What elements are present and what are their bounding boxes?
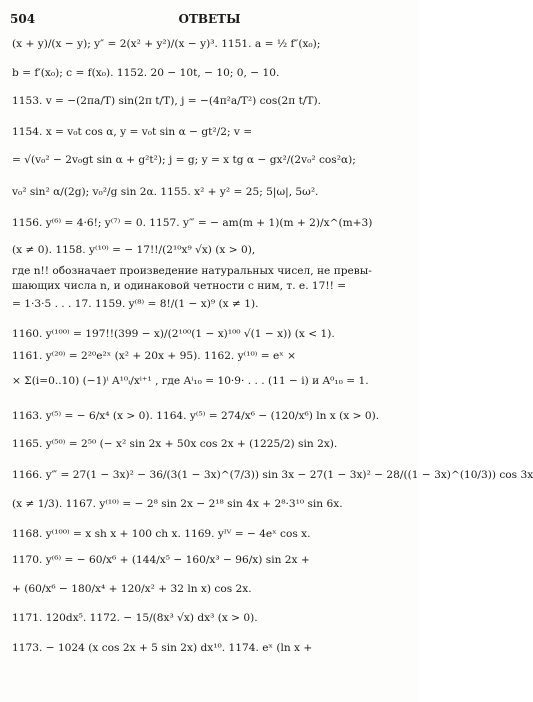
answer-line: (x ≠ 1/3). 1167. y⁽¹⁰⁾ = − 2⁸ sin 2x − 2¹⁸ sin 4x + 2⁸·3¹⁰ sin 6x. bbox=[12, 498, 343, 510]
answer-line: 1163. y⁽⁵⁾ = − 6/x⁴ (x > 0). 1164. y⁽⁵⁾ = 274/x⁶ − (120/x⁶) ln x (x > 0). bbox=[12, 410, 380, 422]
answer-line: b = f′(x₀); c = f(x₀). 1152. 20 − 10t, − 10; 0, − 10. bbox=[12, 67, 280, 79]
answer-line: 1154. x = v₀t cos α, y = v₀t sin α − gt²/2; v = bbox=[12, 126, 253, 138]
answer-line: 1165. y⁽⁵⁰⁾ = 2⁵⁰ (− x² sin 2x + 50x cos 2x + (1225/2) sin 2x). bbox=[12, 438, 338, 450]
answer-line: v₀² sin² α/(2g); v₀²/g sin 2α. 1155. x² + y² = 25; 5|ω|, 5ω². bbox=[12, 186, 319, 198]
answer-line: шающих числа n, и одинаковой четности с ним, т. е. 17!! = bbox=[12, 280, 347, 292]
answer-line: 1161. y⁽²⁰⁾ = 2²⁰e²ˣ (x² + 20x + 95). 1162. y⁽¹⁰⁾ = eˣ × bbox=[12, 350, 296, 362]
answer-line: 1171. 120dx⁵. 1172. − 15/(8x³ √x) dx³ (x > 0). bbox=[12, 612, 258, 624]
answer-line: (x + y)/(x − y); y″ = 2(x² + y²)/(x − y)³. 1151. a = ½ f″(x₀); bbox=[12, 38, 321, 50]
answer-line: 1153. v = −(2πa/T) sin(2π t/T), j = −(4π²a/T²) cos(2π t/T). bbox=[12, 95, 321, 107]
answer-line: 1168. y⁽¹⁰⁰⁾ = x sh x + 100 ch x. 1169. yᴵⱽ = − 4eˣ cos x. bbox=[12, 528, 311, 540]
answer-line: (x ≠ 0). 1158. y⁽¹⁰⁾ = − 17!!/(2¹⁰x⁹ √x) (x > 0), bbox=[12, 244, 256, 256]
answer-line: + (60/x⁶ − 180/x⁴ + 120/x² + 32 ln x) cos 2x. bbox=[12, 583, 252, 595]
answer-line: 1160. y⁽¹⁰⁰⁾ = 197!!(399 − x)/(2¹⁰⁰(1 − x)¹⁰⁰ √(1 − x)) (x < 1). bbox=[12, 328, 335, 340]
answer-line: × Σ(i=0..10) (−1)ⁱ A¹⁰ᵢ/xⁱ⁺¹ , где Aⁱ₁₀ = 10·9· . . . (11 − i) и A⁰₁₀ = 1. bbox=[12, 375, 369, 387]
running-title: ОТВЕТЫ bbox=[178, 12, 241, 26]
answer-line: 1170. y⁽⁶⁾ = − 60/x⁶ + (144/x⁵ − 160/x³ − 96/x) sin 2x + bbox=[12, 554, 310, 566]
answer-line: 1156. y⁽⁶⁾ = 4·6!; y⁽⁷⁾ = 0. 1157. y‴ = − am(m + 1)(m + 2)/x^(m+3) bbox=[12, 217, 373, 229]
answer-line: где n!! обозначает произведение натуральных чисел, не превы- bbox=[12, 265, 372, 277]
answer-line: 1166. y‴ = 27(1 − 3x)² − 36/(3(1 − 3x)^(7/3)) sin 3x − 27(1 − 3x)² − 28/((1 − 3x)^(10/3)) cos 3x bbox=[12, 469, 533, 481]
page-number: 504 bbox=[10, 12, 36, 26]
answer-line: = √(v₀² − 2v₀gt sin α + g²t²); j = g; y = x tg α − gx²/(2v₀² cos²α); bbox=[12, 154, 356, 166]
answer-line: = 1·3·5 . . . 17. 1159. y⁽⁸⁾ = 8!/(1 − x)⁹ (x ≠ 1). bbox=[12, 298, 259, 310]
answer-line: 1173. − 1024 (x cos 2x + 5 sin 2x) dx¹⁰. 1174. eˣ (ln x + bbox=[12, 642, 313, 654]
